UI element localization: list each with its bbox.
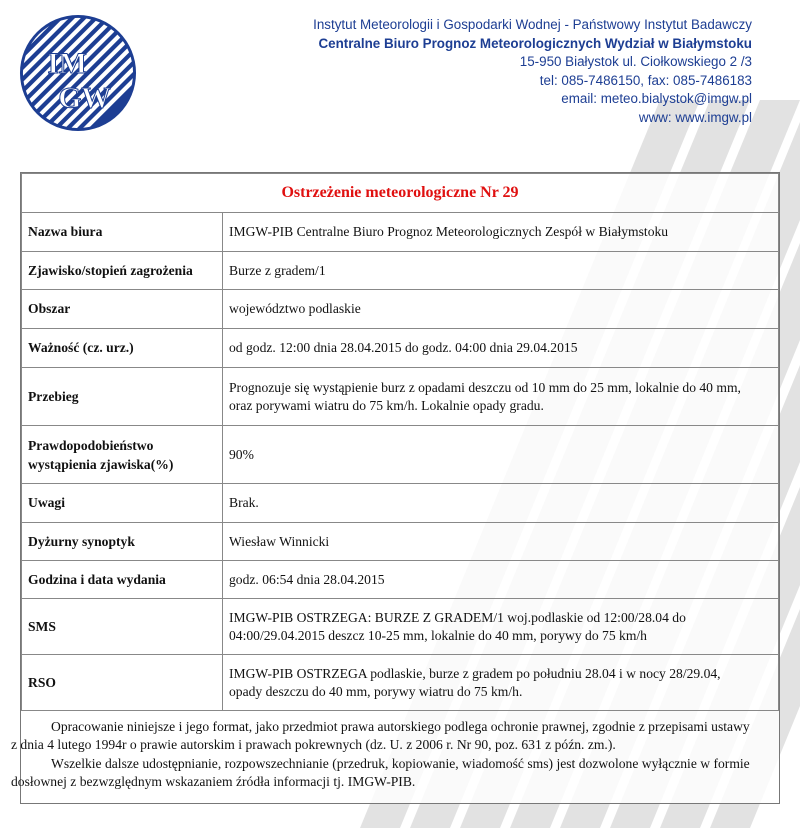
table-row — [22, 561, 779, 599]
imgw-logo-icon — [19, 14, 137, 132]
copyright-paragraph: Opracowanie niniejsze i jego format, jako przedmiot prawa autorskiego podlega ochronie prawnej, zgodnie z przepisami ustawy z dnia 4 lutego 1994r o prawie autorskim i prawach pokrewnych (dz. U. z 2006 r. Nr 90, poz. 631 z późn. zm.). — [11, 719, 750, 753]
table-row — [22, 213, 779, 252]
row-label-issued: Godzina i data wydania — [22, 561, 223, 599]
row-label-rso: RSO — [22, 655, 223, 711]
warning-table — [21, 173, 779, 711]
institute-name: Instytut Meteorologii i Gospodarki Wodnej - Państwowy Instytut Badawczy — [313, 17, 752, 32]
institute-header — [313, 16, 752, 128]
row-label-remarks: Uwagi — [22, 484, 223, 523]
warning-sheet — [11, 172, 780, 804]
table-row — [22, 484, 779, 523]
row-label-area: Obszar — [22, 290, 223, 329]
row-value-forecaster: Wiesław Winnicki — [223, 523, 779, 561]
row-label-forecaster: Dyżurny synoptyk — [22, 523, 223, 561]
row-label-office: Nazwa biura — [22, 213, 223, 252]
row-label-validity: Ważność (cz. urz.) — [22, 329, 223, 368]
table-row — [22, 523, 779, 561]
table-row — [22, 252, 779, 290]
copyright-notice — [11, 713, 779, 792]
row-value-issued: godz. 06:54 dnia 28.04.2015 — [223, 561, 779, 599]
row-label-probability: Prawdopodobieństwo wystąpienia zjawiska(%) — [22, 426, 223, 484]
office-name: Centralne Biuro Prognoz Meteorologicznych Wydział w Białymstoku — [318, 35, 752, 51]
row-value-probability: 90% — [223, 426, 779, 484]
office-email[interactable]: email: meteo.bialystok@imgw.pl — [561, 91, 752, 107]
logo-text-top: IM — [47, 48, 87, 80]
distribution-paragraph: Wszelkie dalsze udostępnianie, rozpowszechnianie (przedruk, kopiowanie, wiadomość sms) jest dozwolone wyłącznie w formie dosłownej z bezwzględnym wskazaniem źródła informacji tj. IMGW-PIB. — [11, 755, 750, 790]
table-row — [22, 368, 779, 426]
row-value-remarks: Brak. — [223, 484, 779, 523]
office-website[interactable]: www: www.imgw.pl — [638, 109, 752, 125]
table-row — [22, 426, 779, 484]
row-label-sms: SMS — [22, 599, 223, 655]
row-value-office: IMGW-PIB Centralne Biuro Prognoz Meteorologicznych Zespół w Białymstoku — [223, 213, 779, 252]
row-value-area: województwo podlaskie — [223, 290, 779, 329]
warning-title-row — [22, 174, 779, 213]
row-value-validity: od godz. 12:00 dnia 28.04.2015 do godz. 04:00 dnia 29.04.2015 — [223, 329, 779, 368]
table-row — [22, 599, 779, 655]
office-phone: tel: 085-7486150, fax: 085-7486183 — [539, 72, 752, 88]
logo-text-bottom: GW — [58, 82, 111, 115]
table-row — [22, 329, 779, 368]
row-value-rso: IMGW-PIB OSTRZEGA podlaskie, burze z gradem po południu 28.04 i w nocy 28/29.04, opady deszczu do 40 mm, porywy wiatru do 75 km/h. — [223, 655, 779, 711]
office-address: 15-950 Białystok ul. Ciołkowskiego 2 /3 — [519, 54, 752, 70]
warning-title: Ostrzeżenie meteorologiczne Nr 29 — [22, 174, 779, 213]
table-row — [22, 655, 779, 711]
row-label-phenomenon: Zjawisko/stopień zagrożenia — [22, 252, 223, 290]
table-row — [22, 290, 779, 329]
row-label-course: Przebieg — [22, 368, 223, 426]
row-value-phenomenon: Burze z gradem/1 — [223, 252, 779, 290]
row-value-course: Prognozuje się wystąpienie burz z opadami deszczu od 10 mm do 25 mm, lokalnie do 40 mm, oraz porywami wiatru do 75 km/h. Lokalnie opady gradu. — [223, 368, 779, 426]
row-value-sms: IMGW-PIB OSTRZEGA: BURZE Z GRADEM/1 woj.podlaskie od 12:00/28.04 do 04:00/29.04.2015 deszcz 10-25 mm, lokalnie do 40 mm, porywy do 75 km/h — [223, 599, 779, 655]
